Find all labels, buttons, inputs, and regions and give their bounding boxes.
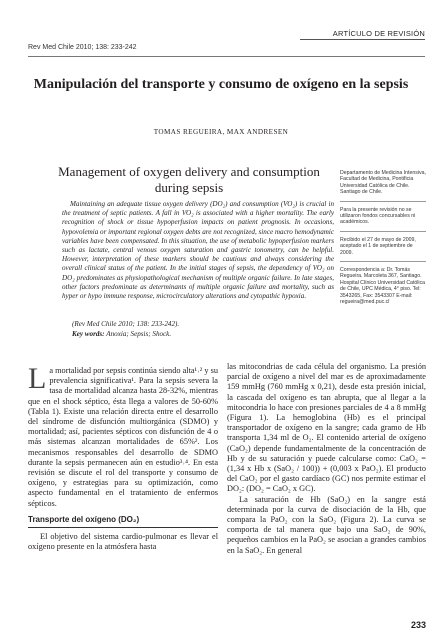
keywords-label: Key words: <box>72 330 105 338</box>
body-paragraph: La saturación de Hb (SaO₂) en la sangre está determinada por la curva de disociación de la Hb, que compara la PaO₂ con la SaO₂ (Figura 2). La curva se comporta de tal manera que bajo una SaO₂ de 90%, pequeños cambios en la PaO₂ se asocian a grandes cambios en la SaO₂. En general <box>227 494 426 555</box>
author-info-sidebar <box>340 170 426 316</box>
funding-note: Para la presente revisión no se utilizaron fondos concursables ni académicos. <box>340 207 426 232</box>
header-divider <box>28 56 425 57</box>
drop-cap: L <box>28 362 47 395</box>
received-dates: Recibido el 27 de mayo de 2009, aceptado el 1 de septiembre de 2009. <box>340 237 426 262</box>
intro-text: a mortalidad por sepsis continúa siendo alta¹˒² y su prevalencia significativa¹. Para la sepsis severa la tasa de mortalidad alcanza hasta 28-32%, mientras que en el shock séptico, ésta llega a valores de 50-60% (Tabla 1). Existe una relación directa entre el desarrollo del síndrome de disfunción multiorgánica (SDMO) y mortalidad; así, pacientes sépticos con disfunción de 4 o más sistemas alcanzan mortalidades de 65%². Los mecanismos responsables del desarrollo de SDMO durante la sepsis permanecen aún en estudio³˒⁴. En esta revisión se discute el rol del transporte y consumo de oxígeno, y estrategias para su optimización, como aspecto fundamental en el tratamiento de enfermos sépticos. <box>28 366 218 508</box>
body-paragraph: las mitocondrias de cada célula del organismo. La presión parcial de oxígeno a nivel del mar es de aproximadamente 159 mmHg (760 mmHg x 0,21), desde esta presión inicial, la cascada del oxígeno es tan abrupta, que al llegar a la mitocondria lo hace con presiones parciales de 4 a 8 mmHg (Figura 1). La hemoglobina (Hb) es el principal transportador de oxígeno en la sangre; cada gramo de Hb transporta 1,34 ml de O₂. El contenido arterial de oxígeno (CaO₂) depende fundamentalmente de la concentración de Hb y de su saturación y puede calcularse como: CaO₂ = (1,34 x Hb x (SaO₂ / 100)) + (0,003 x PaO₂). El producto del CaO₂ por el gasto cardíaco (GC) nos permite estimar el DO₂: (DO₂ = CaO₂ x GC). <box>227 362 426 494</box>
keywords-list: Anoxia; Sepsis; Shock. <box>106 330 172 338</box>
english-title: Management of oxygen delivery and consumption during sepsis <box>58 164 320 195</box>
body-column-right <box>227 362 426 556</box>
section-heading: Transporte del oxígeno (DO₂) <box>28 515 218 528</box>
journal-reference: Rev Med Chile 2010; 138: 233-242 <box>28 44 137 51</box>
body-paragraph: El objetivo del sistema cardio-pulmonar es llevar el oxígeno presente en la atmósfera hasta <box>28 532 218 552</box>
spanish-title: Manipulación del transporte y consumo de oxígeno en la sepsis <box>33 77 409 92</box>
affiliation: Departamento de Medicina Intensiva, Facultad de Medicina, Pontificia Universidad Católica de Chile. Santiago de Chile. <box>340 170 426 202</box>
keywords <box>72 330 171 338</box>
authors: TOMAS REGUEIRA, MAX ANDRESEN <box>153 128 289 136</box>
section-tag: ARTÍCULO DE REVISIÓN <box>332 29 425 38</box>
page-number: 233 <box>410 620 426 630</box>
correspondence: Correspondencia a: Dr. Tomás Regueira. Marcoleta 367, Santiago. Hospital Clínico Universidad Católica de Chile, UPC Médica, 4° piso. Tel: 3543265, Fax: 3543307 E-mail: regueira@med.puc.cl <box>340 267 426 306</box>
abstract: Maintaining an adequate tissue oxygen delivery (DO₂) and consumption (VO₂) is crucial in the treatment of septic patients. A fall in VO₂ is associated with a higher mortality. The early recognition of shock or tissue hypoperfusion impacts on patient prognosis. In occasions, hypovolemia or important regional oxygen debts are not recognized, since macro hemodynamic variables have been compensated. In this situation, the use of metabolic hypoperfusion markers such as lactate, central venous oxygen saturation and gastric tonometry, can be helpful. However, interpretation of these markers should be cautious and always considering the overall clinical status of the patient. In the initial stages of sepsis, the dependency of VO₂ on DO₂ predominates as physiopathological mechanism of multiple organic failure. In late stages, other factors predominate as determinants of multiple organic failure and mortality, such as hyper or hypo immune response, microcirculatory alterations and cytopathic hypoxia. <box>62 200 334 301</box>
body-column-left <box>28 362 218 552</box>
intro-paragraph <box>28 362 218 509</box>
header-rule <box>300 39 425 40</box>
abstract-citation: (Rev Med Chile 2010; 138: 233-242). <box>72 320 180 328</box>
